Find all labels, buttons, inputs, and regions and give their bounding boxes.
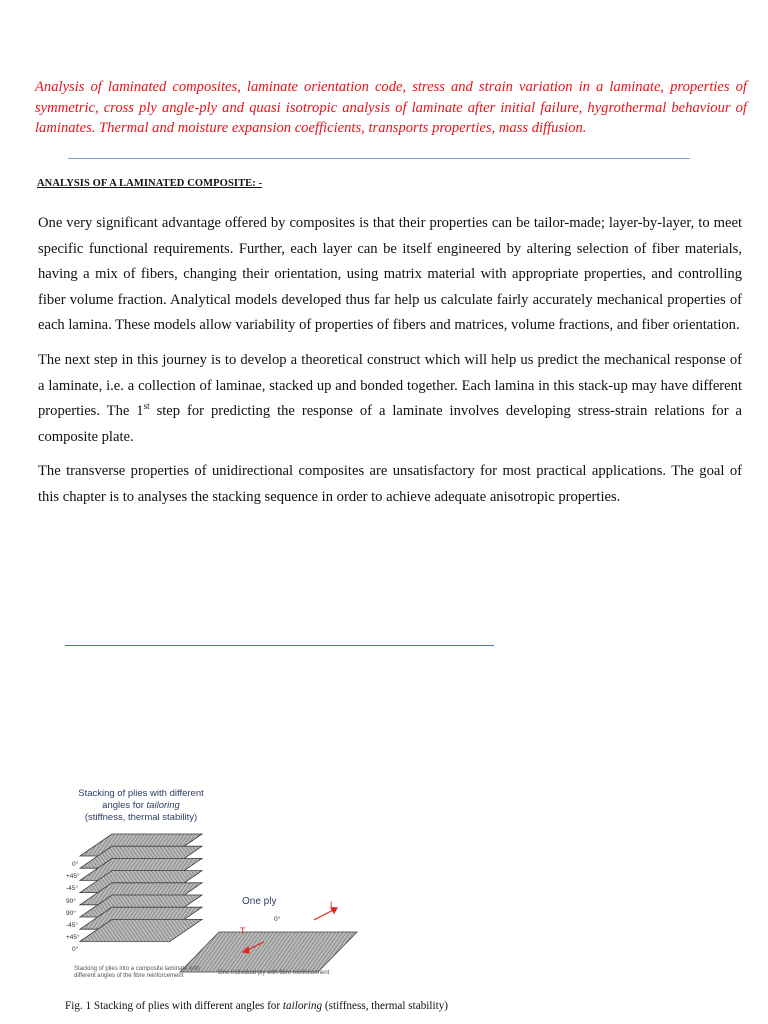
- stack-caption: Stacking of plies into a composite laminate with different angles of the fibre reinforcement: [74, 966, 200, 979]
- figure-caption: Fig. 1 Stacking of plies with different angles for tailoring (stiffness, thermal stability): [65, 1000, 449, 1012]
- ply-angle-label: +45°: [66, 934, 80, 942]
- section-heading: ANALYSIS OF A LAMINATED COMPOSITE: -: [37, 178, 263, 189]
- ply-layers: [80, 834, 202, 941]
- paragraph-2: The next step in this journey is to develop a theoretical construct which will help us predict the mechanical response of a laminate, i.e. a collection of laminae, stacked up and bonded together. Each lamina in this stack-up may have different properties. The 1st step for predicting the response of a laminate involves developing stress-strain relations for a composite plate.: [38, 351, 742, 445]
- ply-stack-drawing: [52, 782, 372, 987]
- ply-angle-label: 0°: [72, 861, 79, 868]
- section-divider: [65, 645, 494, 646]
- ply-angle-label: +45°: [66, 873, 80, 881]
- ply-angle-label: -45°: [66, 885, 78, 893]
- ply-angle-label: 0°: [72, 946, 79, 954]
- figure-title: Stacking of plies with different angles for tailoring (stiffness, thermal stability): [78, 788, 204, 823]
- abstract-text: Analysis of laminated composites, laminate orientation code, stress and strain variation in a laminate, properties of symmetric, cross ply angle-ply and quasi isotropic analysis of laminate after initial failure, hygrothermal behaviour of laminates. Thermal and moisture expansion coefficients, transports properties, mass diffusion.: [35, 79, 747, 136]
- figure-stacking-plies: [52, 782, 372, 987]
- paragraph-3: The transverse properties of unidirectional composites are unsatisfactory for most practical applications. The goal of this chapter is to analyses the stacking sequence in order to achieve adequate anisotropic properties.: [38, 463, 742, 505]
- ply-caption: One individual ply with fibre reinforcement: [218, 970, 330, 976]
- label-l: L: [330, 900, 336, 910]
- one-ply-label: One ply: [242, 896, 277, 907]
- label-t: T: [240, 926, 246, 936]
- single-ply-angle: 0°: [274, 916, 281, 923]
- paragraph-1: One very significant advantage offered by composites is that their properties can be tailor-made; layer-by-layer, to meet specific functional requirements. Further, each layer can be itself engineered by altering selection of fiber materials, having a mix of fibers, changing their orientation, using matrix material with appropriate properties, and controlling fiber volume fraction. Analytical models developed thus far help us calculate fairly accurately mechanical properties of each lamina. These models allow variability of properties of fibers and matrices, volume fractions, and fiber orientation.: [38, 215, 742, 334]
- abstract-divider: [68, 158, 690, 159]
- ply-angle-label: -45°: [66, 922, 78, 929]
- ply-angle-label: 90°: [66, 909, 76, 917]
- ply-angle-label: 90°: [66, 897, 76, 905]
- body-text: [38, 211, 742, 520]
